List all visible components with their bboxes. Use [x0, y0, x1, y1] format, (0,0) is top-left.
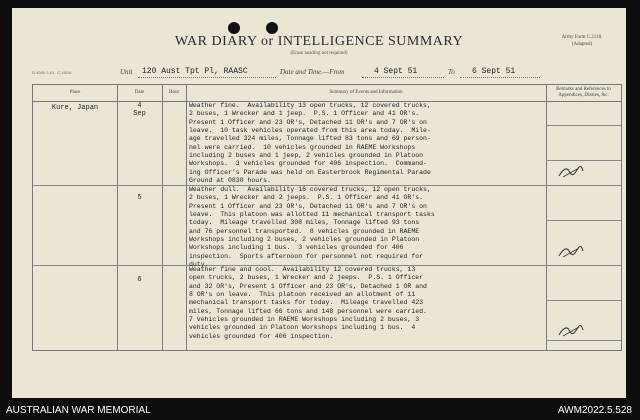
- unit-value: 120 Aust Tpt Pl, RAASC: [142, 67, 248, 76]
- entry-date-day: 4: [137, 102, 142, 110]
- signature-initial-icon: [557, 324, 585, 338]
- form-reference-code: D.4040.?.43 - C.16/16: [32, 70, 72, 75]
- signature-initial-icon: [557, 245, 585, 259]
- column-date: Date: [134, 90, 145, 95]
- entry-place: Kure, Japan: [51, 104, 99, 112]
- from-date: 4 Sept 51: [374, 67, 418, 76]
- signature-initial-icon: [557, 165, 585, 179]
- unit-label: Unit: [120, 68, 133, 76]
- army-form-number: [552, 34, 612, 48]
- column-remarks: Remarks and References to Appendices, Diaries, &c.: [556, 87, 611, 98]
- date-time-label: Date and Time.—From: [280, 68, 345, 76]
- entry-text: Weather dull. Availability 16 covered trucks, 12 open trucks, 2 buses, 1 Wrecker and 2 jeeps. P.S. 1 Officer and 41 OR's. Present 1 Officer and 23 OR's, Detached 11 OR's and 7 OR's on leave. This platoon was allotted 11 mechanical transport tasks today. Mileage travelled 308 miles, Tonnage lifted 93 tons and 76 personnel transported. 8 vehicles grounded in RAEME Workshops including 2 buses, 2 vehicles grounded in Platoon Workshops including 1 bus. 3 vehicles grounded for 406 inspection. Sports afternoon for personnel not required for duty.: [189, 186, 435, 269]
- diary-page: [12, 8, 626, 398]
- form-subtitle: (Erase heading not required): [290, 51, 348, 56]
- entry-date-day: 5: [137, 194, 142, 202]
- entry-text: Weather fine. Availability 13 open trucks, 12 covered trucks, 2 buses, 1 Wrecker and 1 jeep. P.S. 1 Officer and 41 OR's. Present 1 Officer and 23 OR's, Detached 11 OR's and 7 OR's on leave. 10 task vehicles operated from this area today. Mile- age travelled 324 miles, Tonnage lifted 83 tons and 69 person- nel were carried. 10 vehicles grounded in RAEME Workshops including 2 buses and 1 jeep, 2 vehicles grounded in Platoon Workshops. 3 vehicles grounded for 406 inspection. Command- ing Officer's Parade was held on Easterbrook Regimental Parade Ground at 0830 hours.: [189, 102, 431, 185]
- to-label: To: [448, 68, 455, 76]
- archive-name: AUSTRALIAN WAR MEMORIAL: [6, 405, 151, 416]
- header-fields: [12, 64, 626, 78]
- archive-footer: [0, 400, 640, 420]
- entry-date: [117, 276, 162, 284]
- entry-date-day: 6: [137, 276, 142, 284]
- punch-hole: [266, 22, 278, 34]
- form-title: WAR DIARY or INTELLIGENCE SUMMARY: [174, 34, 464, 49]
- entry-text: Weather fine and cool. Availability 12 covered trucks, 13 open trucks, 2 buses, 1 Wrecker and 2 jeeps. P.S. 1 Officer and 32 OR's, Present 1 Officer and 23 OR's, Detached 1 OR and 8 OR's on leave. This platoon received an allotment of 11 mechanical transport tasks for today. Mileage travelled 423 miles, Tonnage lifted 66 tons and 148 personnel were carried. 7 vehicles grounded in RAEME Workshops including 2 buses, 3 vehicles grounded in Platoon Workshops including 1 bus. 4 vehicles grounded for 406 inspection.: [189, 266, 427, 340]
- column-summary: Summary of Events and Information: [329, 90, 403, 95]
- entry-date: [117, 102, 162, 118]
- entry-date-month: Sep: [133, 110, 146, 118]
- to-date: 6 Sept 51: [472, 67, 516, 76]
- column-place: Place: [69, 90, 81, 95]
- diary-table: [32, 84, 622, 351]
- army-form-line: Army Form C.2118.: [561, 35, 603, 40]
- army-form-line: (Adapted): [571, 42, 593, 47]
- entry-date: [117, 194, 162, 202]
- punch-hole: [228, 22, 240, 34]
- accession-number: AWM2022.5.528: [557, 405, 632, 416]
- table-header: [33, 85, 621, 102]
- column-hour: Hour: [168, 90, 180, 95]
